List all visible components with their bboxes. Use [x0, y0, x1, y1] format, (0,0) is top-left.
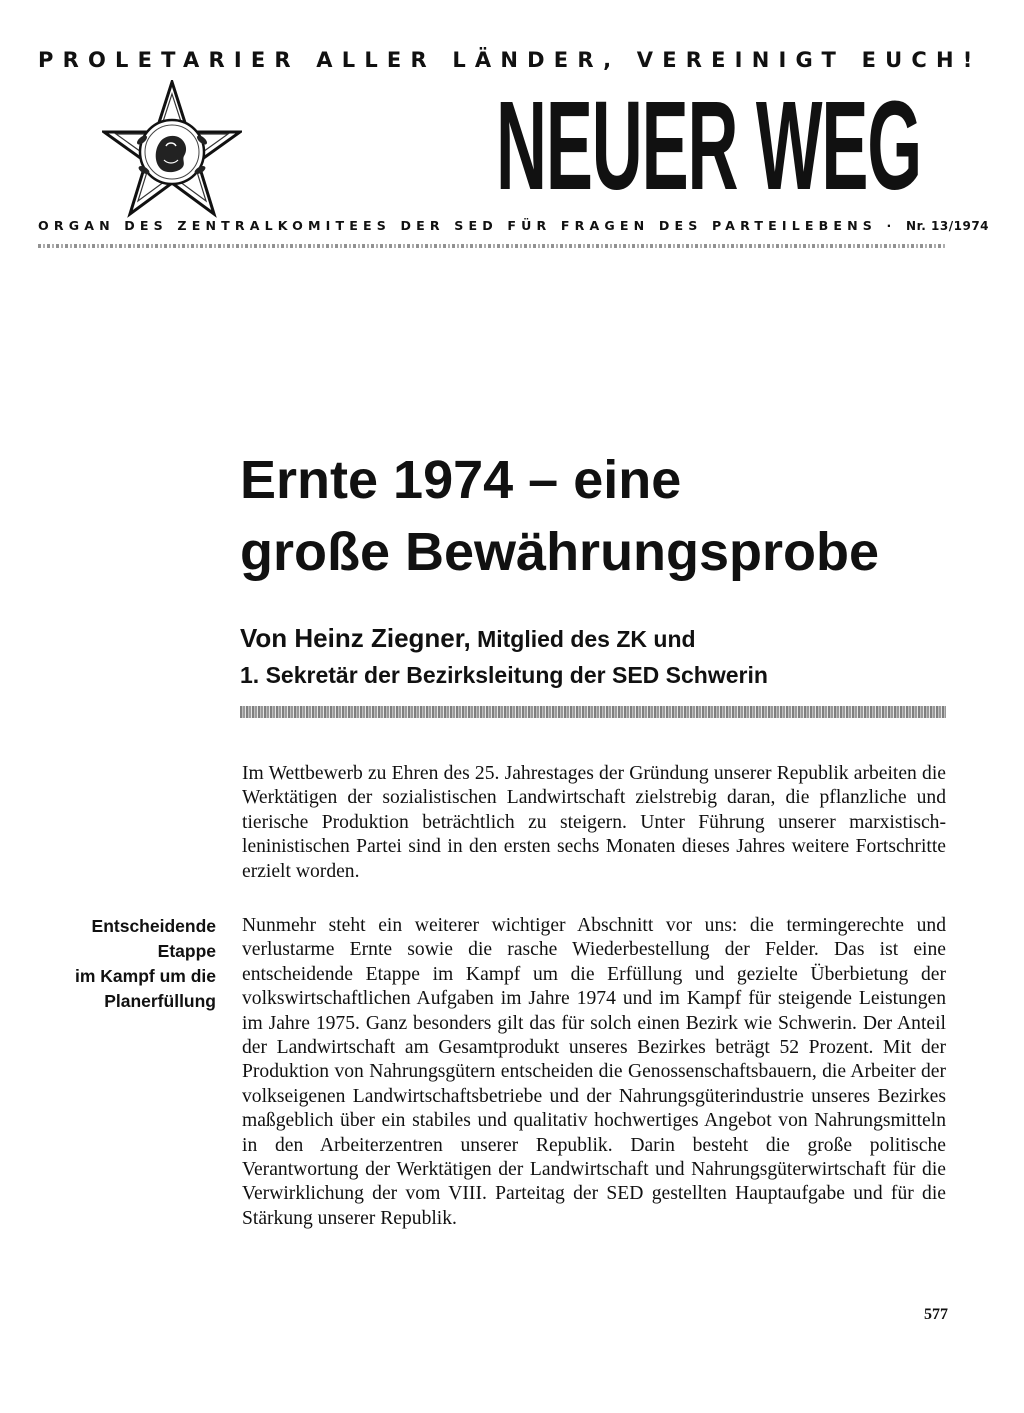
byline-line-1 — [240, 620, 960, 657]
masthead-divider — [38, 244, 946, 248]
margin-note-line: Planerfüllung — [104, 991, 216, 1011]
issue-number: Nr. 13/1974 — [906, 219, 990, 233]
party-star-emblem-icon — [102, 80, 242, 220]
byline-role-2: 1. Sekretär der Bezirksleitung der SED Schwerin — [240, 662, 768, 688]
masthead-title: NEUER WEG — [496, 75, 922, 216]
margin-note-line: im Kampf um die — [75, 966, 216, 986]
masthead-organ-line — [38, 218, 990, 233]
margin-note-line: Entscheidende Etappe — [91, 916, 216, 961]
margin-note — [40, 914, 216, 1014]
page-number: 577 — [924, 1306, 948, 1323]
organ-text: ORGAN DES ZENTRALKOMITEES DER SED FÜR FRAGEN DES PARTEILEBENS · — [38, 218, 897, 233]
byline-role-1: Mitglied des ZK und — [477, 626, 696, 652]
headline-line-2: große Bewährungsprobe — [240, 522, 880, 582]
article-byline — [240, 620, 960, 693]
article-headline — [240, 444, 960, 588]
headline-line-1: Ernte 1974 – eine — [240, 450, 682, 510]
article-paragraph-1: Im Wettbewerb zu Ehren des 25. Jahrestages der Gründung unserer Republik arbeiten die Werktätigen der sozialistischen Landwirtschaft zielstrebig daran, die pflanzliche und tierische Produktion beträchtlich zu steigern. Unter Führung unserer marxistisch-leninistischen Partei sind in den ersten sechs Monaten dieses Jahres weitere Fortschritte erzielt worden. — [242, 763, 946, 882]
byline-divider — [240, 706, 946, 718]
byline-author: Von Heinz Ziegner, — [240, 623, 471, 653]
masthead-slogan: PROLETARIER ALLER LÄNDER, VEREINIGT EUCH! — [38, 48, 982, 72]
article-paragraph-2: Nunmehr steht ein weiterer wichtiger Abschnitt vor uns: die termingerechte und verlustarme Ernte sowie die rasche Wiederbestellung der Felder. Das ist eine entscheidende Etappe im Kampf um die Erfüllung und gezielte Überbietung der volkswirtschaftlichen Aufgaben im Jahre 1974 und im Kampf für steigende Leistungen im Jahre 1975. Ganz besonders gilt das für solch einen Bezirk wie Schwerin. Der Anteil der Landwirtschaft am Gesamtprodukt unseres Bezirkes beträgt 52 Prozent. Mit der Produktion von Nahrungsgütern entscheiden die Genossenschaftsbauern, die Arbeiter der volkseigenen Landwirtschaftsbetriebe und der Nahrungsgüterindustrie unseres Bezirkes maßgeblich über ein stabiles und qualitativ hochwertiges Angebot von Nahrungsmitteln in den Arbeiterzentren unserer Republik. Darin besteht die große politische Verantwortung der Werktätigen der Landwirtschaft und Nahrungsgüterwirtschaft für die Verwirklichung der vom VIII. Parteitag der SED gestellten Hauptaufgabe und für die Stärkung unserer Republik. — [242, 915, 946, 1229]
